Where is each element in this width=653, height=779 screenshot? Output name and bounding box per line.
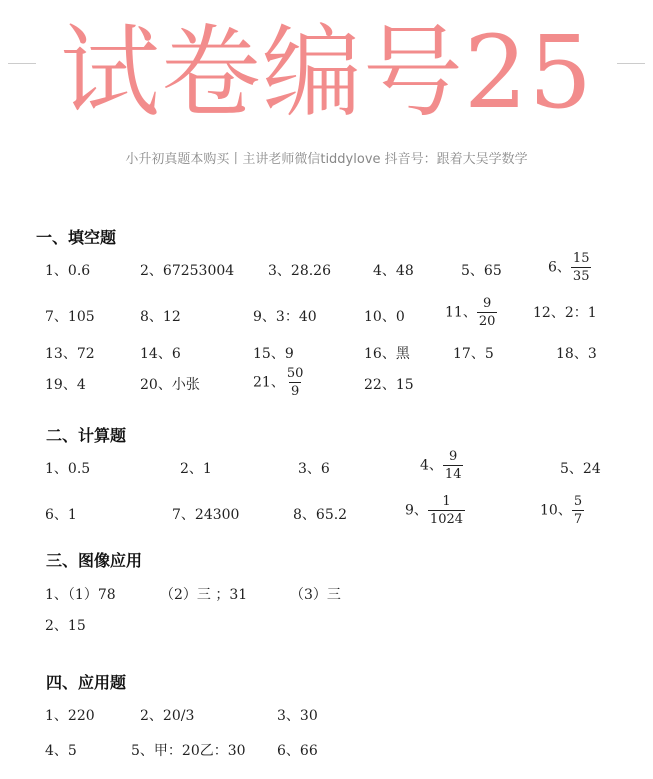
- answer-1-21: [253, 366, 305, 399]
- fraction-denominator: 7: [573, 512, 583, 527]
- answer-1-20: 20、小张: [140, 377, 200, 393]
- fraction-denominator: 1024: [429, 512, 464, 527]
- answer-1-22: 22、15: [364, 377, 414, 393]
- answer-1-8: 8、12: [140, 309, 181, 325]
- fraction: [571, 251, 592, 284]
- answer-2-4: [420, 449, 463, 482]
- answer-2-8: 8、65.2: [293, 507, 348, 523]
- answer-4-6: 6、66: [277, 743, 318, 759]
- answer-1-3: 3、28.26: [268, 263, 331, 279]
- answer-1-5: 5、65: [461, 263, 502, 279]
- section-heading-fill-blank: 一、填空题: [36, 228, 117, 247]
- answer-2-3: 3、6: [298, 461, 330, 477]
- fraction-numerator: 15: [572, 251, 590, 266]
- answer-1-7: 7、105: [45, 309, 95, 325]
- fraction-denominator: 35: [572, 269, 590, 284]
- answer-2-10: [540, 494, 584, 527]
- answer-2-7: 7、24300: [172, 507, 240, 523]
- answer-1-18: 18、3: [556, 346, 597, 362]
- answer-1-9: 9、3：40: [253, 309, 317, 325]
- fraction-numerator: 9: [449, 449, 458, 464]
- answer-1-15: 15、9: [253, 346, 294, 362]
- answer-1-1: 1、0.6: [45, 263, 91, 279]
- answer-4-5: 5、甲：20乙：30: [131, 743, 246, 759]
- section-heading-calculation: 二、计算题: [46, 426, 127, 445]
- fraction: [572, 494, 584, 527]
- answer-2-2: 2、1: [180, 461, 212, 477]
- answer-1-4: 4、48: [373, 263, 414, 279]
- fraction-denominator: 20: [478, 314, 496, 329]
- fraction-numerator: 5: [573, 494, 583, 509]
- answer-2-1: 1、0.5: [45, 461, 91, 477]
- answer-4-1: 1、220: [45, 708, 95, 724]
- answer-2-5: 5、24: [560, 461, 601, 477]
- fraction-denominator: 9: [290, 384, 300, 399]
- answer-1-6: [548, 251, 591, 284]
- fraction-numerator: 9: [482, 296, 492, 311]
- answer-prefix: 11、: [445, 304, 477, 321]
- fraction-denominator: 14: [444, 467, 462, 482]
- fraction-numerator: 50: [286, 366, 304, 381]
- answer-1-12: 12、2：1: [533, 305, 597, 321]
- section-heading-graph-application: 三、图像应用: [46, 551, 143, 570]
- answer-1-2: 2、67253004: [140, 263, 235, 279]
- fraction: [443, 449, 464, 482]
- answer-1-17: 17、5: [453, 346, 494, 362]
- answer-2-9: [405, 494, 465, 527]
- answer-1-19: 19、4: [45, 377, 86, 393]
- fraction: [285, 366, 306, 399]
- section-heading-word-problems: 四、应用题: [46, 673, 127, 692]
- answer-1-14: 14、6: [140, 346, 181, 362]
- fraction-numerator: 1: [442, 494, 451, 509]
- answer-prefix: 4、: [420, 457, 443, 474]
- exam-subtitle: 小升初真题本购买丨主讲老师微信tiddylove 抖音号：跟着大吴学数学: [125, 152, 528, 167]
- answer-prefix: 6、: [548, 259, 571, 276]
- answer-1-10: 10、0: [364, 309, 405, 325]
- exam-title: 试卷编号25: [59, 14, 594, 131]
- answer-1-11: [445, 296, 497, 329]
- answer-prefix: 9、: [405, 502, 428, 519]
- answer-prefix: 10、: [540, 502, 572, 519]
- answer-3-1-part1: 1、（1）78: [45, 587, 116, 603]
- answer-4-4: 4、5: [45, 743, 77, 759]
- answer-3-1-part3: （3）三: [290, 587, 341, 603]
- answer-3-1-part2: （2）三 ；31: [160, 587, 248, 603]
- answer-4-2: 2、20/3: [140, 708, 195, 724]
- answer-4-3: 3、30: [277, 708, 318, 724]
- answer-2-6: 6、1: [45, 507, 77, 523]
- answer-3-2: 2、15: [45, 618, 86, 634]
- answer-1-16: 16、黑: [364, 346, 410, 362]
- answer-1-13: 13、72: [45, 346, 95, 362]
- fraction: [428, 494, 465, 527]
- fraction: [477, 296, 498, 329]
- answer-prefix: 21、: [253, 374, 285, 391]
